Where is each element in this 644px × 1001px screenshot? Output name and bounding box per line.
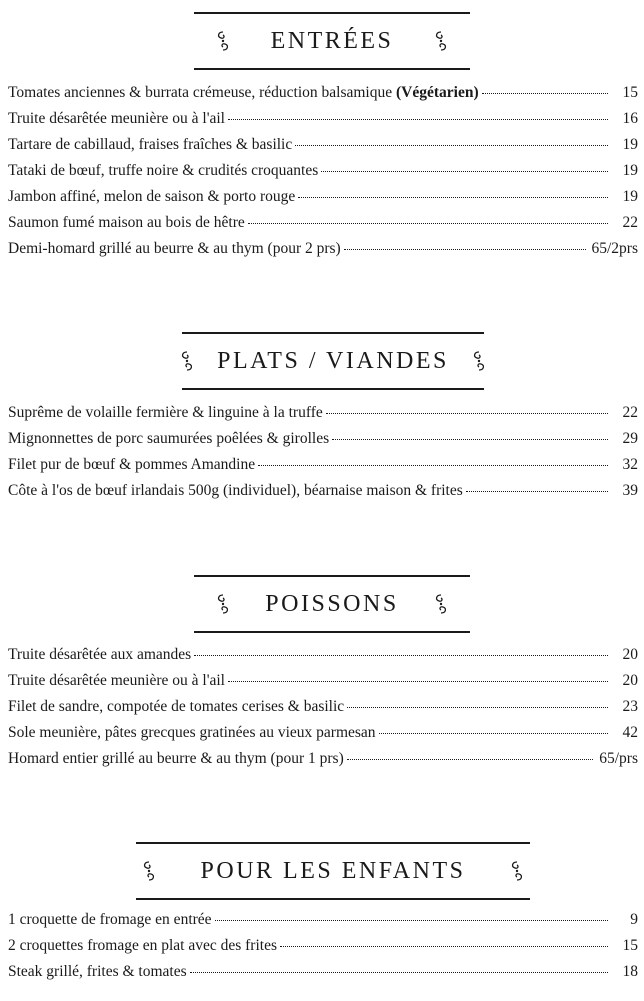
dish-name: Tartare de cabillaud, fraises fraîches & basilic bbox=[8, 136, 293, 153]
menu-item bbox=[8, 672, 638, 698]
menu-item-name bbox=[8, 937, 277, 955]
section-header-plats-viandes bbox=[0, 332, 644, 390]
ornament-flourish-icon bbox=[432, 30, 450, 52]
menu-item bbox=[8, 84, 638, 110]
header-box bbox=[194, 575, 470, 633]
menu-item-price: 15 bbox=[622, 937, 638, 954]
dish-name: 1 croquette de fromage en entrée bbox=[8, 911, 212, 928]
menu-item-name bbox=[8, 963, 187, 981]
menu-item-price: 22 bbox=[622, 214, 638, 231]
dish-name: Sole meunière, pâtes grecques gratinées au vieux parmesan bbox=[8, 724, 376, 741]
dot-leader bbox=[258, 464, 608, 466]
menu-item bbox=[8, 430, 638, 456]
menu-item-name bbox=[8, 456, 255, 474]
dot-leader bbox=[326, 412, 608, 414]
dot-leader bbox=[194, 654, 608, 656]
dish-name: Côte à l'os de bœuf irlandais 500g (individuel), béarnaise maison & frites bbox=[8, 482, 463, 499]
menu-item-name bbox=[8, 136, 292, 154]
menu-item-price: 20 bbox=[622, 672, 638, 689]
dot-leader bbox=[190, 971, 608, 973]
dot-leader bbox=[347, 706, 608, 708]
section-header-entrees bbox=[0, 12, 644, 70]
menu-item-name bbox=[8, 240, 341, 258]
dish-name: Suprême de volaille fermière & linguine à la truffe bbox=[8, 404, 323, 421]
ornament-flourish-icon bbox=[214, 30, 232, 52]
dish-tag: (Végétarien) bbox=[395, 84, 479, 101]
dot-leader bbox=[280, 945, 608, 947]
section-title: ENTRÉES bbox=[270, 27, 394, 54]
menu-item bbox=[8, 456, 638, 482]
menu-item-name bbox=[8, 646, 191, 664]
menu-item-name bbox=[8, 911, 212, 929]
dot-leader bbox=[295, 144, 608, 146]
menu-list-pour-les-enfants bbox=[8, 911, 638, 989]
dot-leader bbox=[332, 438, 608, 440]
menu-item-price: 15 bbox=[622, 84, 638, 101]
header-box bbox=[182, 332, 484, 390]
menu-item bbox=[8, 404, 638, 430]
dot-leader bbox=[228, 680, 608, 682]
dish-name: Demi-homard grillé au beurre & au thym (pour 2 prs) bbox=[8, 240, 341, 257]
dish-name: Filet de sandre, compotée de tomates cerises & basilic bbox=[8, 698, 345, 715]
menu-item bbox=[8, 240, 638, 266]
dot-leader bbox=[466, 490, 608, 492]
menu-item-price: 65/2prs bbox=[591, 240, 638, 257]
section-title: POISSONS bbox=[265, 590, 399, 617]
ornament-flourish-icon bbox=[140, 860, 158, 882]
menu-item-name bbox=[8, 110, 225, 128]
dish-name: Truite désarêtée aux amandes bbox=[8, 646, 192, 663]
dish-name: Homard entier grillé au beurre & au thym (pour 1 prs) bbox=[8, 750, 344, 767]
dish-name: Tataki de bœuf, truffe noire & crudités croquantes bbox=[8, 162, 319, 179]
header-box bbox=[194, 12, 470, 70]
menu-item-name bbox=[8, 482, 463, 500]
menu-item-price: 32 bbox=[622, 456, 638, 473]
dish-name: 2 croquettes fromage en plat avec des frites bbox=[8, 937, 277, 954]
dot-leader bbox=[347, 758, 594, 760]
dish-name: Saumon fumé maison au bois de hêtre bbox=[8, 214, 245, 231]
menu-item-name bbox=[8, 750, 344, 768]
section-title: POUR LES ENFANTS bbox=[200, 857, 466, 884]
menu-list-plats-viandes bbox=[8, 404, 638, 508]
dot-leader bbox=[482, 92, 608, 94]
menu-item-price: 65/prs bbox=[599, 750, 638, 767]
dish-name: Tomates anciennes & burrata crémeuse, réduction balsamique bbox=[8, 84, 393, 101]
section-header-pour-les-enfants bbox=[0, 842, 644, 900]
dish-name: Filet pur de bœuf & pommes Amandine bbox=[8, 456, 256, 473]
section-title: PLATS / VIANDES bbox=[217, 347, 449, 374]
ornament-flourish-icon bbox=[508, 860, 526, 882]
dish-name: Truite désarêtée meunière ou à l'ail bbox=[8, 110, 225, 127]
menu-item bbox=[8, 162, 638, 188]
menu-item-price: 42 bbox=[622, 724, 638, 741]
dish-name: Truite désarêtée meunière ou à l'ail bbox=[8, 672, 225, 689]
menu-item bbox=[8, 136, 638, 162]
dish-name: Mignonnettes de porc saumurées poêlées & girolles bbox=[8, 430, 330, 447]
menu-item-price: 19 bbox=[622, 188, 638, 205]
menu-item bbox=[8, 963, 638, 989]
ornament-flourish-icon bbox=[432, 593, 450, 615]
menu-item bbox=[8, 646, 638, 672]
menu-item-name bbox=[8, 698, 344, 716]
menu-item bbox=[8, 724, 638, 750]
menu-item-price: 9 bbox=[630, 911, 638, 928]
dot-leader bbox=[298, 196, 608, 198]
ornament-flourish-icon bbox=[178, 350, 196, 372]
header-box bbox=[136, 842, 530, 900]
menu-item bbox=[8, 188, 638, 214]
menu-item-price: 23 bbox=[622, 698, 638, 715]
ornament-flourish-icon bbox=[214, 593, 232, 615]
menu-item-price: 19 bbox=[622, 136, 638, 153]
menu-item-name bbox=[8, 430, 329, 448]
menu-item bbox=[8, 750, 638, 776]
dot-leader bbox=[344, 248, 586, 250]
menu-item-name bbox=[8, 404, 323, 422]
menu-item bbox=[8, 698, 638, 724]
section-header-poissons bbox=[0, 575, 644, 633]
menu-item-price: 29 bbox=[622, 430, 638, 447]
menu-item bbox=[8, 110, 638, 136]
menu-item-price: 19 bbox=[622, 162, 638, 179]
dot-leader bbox=[248, 222, 608, 224]
ornament-flourish-icon bbox=[470, 350, 488, 372]
menu-item-name bbox=[8, 724, 376, 742]
dot-leader bbox=[379, 732, 608, 734]
dot-leader bbox=[321, 170, 608, 172]
menu-item-price: 39 bbox=[622, 482, 638, 499]
menu-item-price: 22 bbox=[622, 404, 638, 421]
menu-item bbox=[8, 482, 638, 508]
menu-item-name bbox=[8, 84, 479, 102]
menu-item-name bbox=[8, 188, 295, 206]
menu-item bbox=[8, 214, 638, 240]
menu-item-name bbox=[8, 162, 318, 180]
dot-leader bbox=[215, 919, 608, 921]
menu-item-price: 18 bbox=[622, 963, 638, 980]
dish-name: Jambon affiné, melon de saison & porto rouge bbox=[8, 188, 296, 205]
menu-item-price: 20 bbox=[622, 646, 638, 663]
menu-list-entrees bbox=[8, 84, 638, 266]
menu-item bbox=[8, 911, 638, 937]
menu-item-name bbox=[8, 214, 245, 232]
menu-item-price: 16 bbox=[622, 110, 638, 127]
dish-name: Steak grillé, frites & tomates bbox=[8, 963, 187, 980]
menu-item-name bbox=[8, 672, 225, 690]
dot-leader bbox=[228, 118, 608, 120]
menu-item bbox=[8, 937, 638, 963]
menu-list-poissons bbox=[8, 646, 638, 776]
